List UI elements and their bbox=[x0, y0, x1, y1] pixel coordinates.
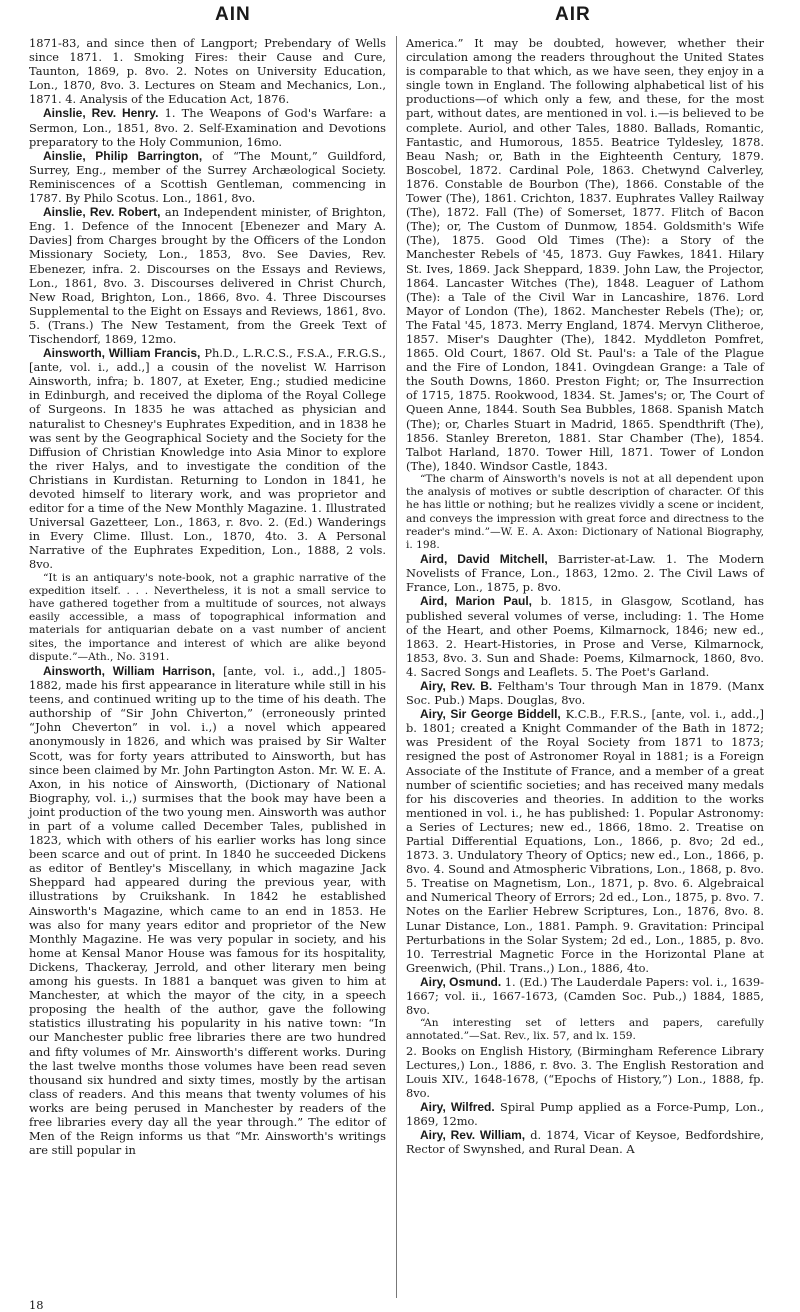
right-column bbox=[406, 36, 764, 1156]
entry-text: [ante, vol. i., add.,] 1805-1882, made his first appearance in literature while still in his teens, and continued writing up to the time of his death. The authorship of “Sir John Chiverton,” (erroneously printed “John Cheverton” in vol. i.,) a novel which appeared anonymously in 1826, and which was praised by Sir Walter Scott, was for forty years attributed to Ainsworth, but has since been claimed by Mr. John Partington Aston. Mr. W. E. A. Axon, in his notice of Ainsworth, (Dictionary of National Biography, vol. i.,) surmises that the book may have been a joint production of the two young men. Ainsworth was author in part of a volume called December Tales, published in 1823, which with others of his earlier works has long since been scarce and out of print. In 1840 he succeeded Dickens as editor of Bentley's Miscellany, in which magazine Jack Sheppard had appeared during the previous year, with illustrations by Cruikshank. In 1842 he established Ainsworth's Magazine, which came to an end in 1853. He was also for many years editor and proprietor of the New Monthly Magazine. He was very popular in society, and his home at Kensal Manor House was famous for its hospitality, Dickens, Thackeray, Jerrold, and other literary men being among his guests. In 1881 a banquet was given to him at Manchester, at which the mayor of the city, in a speech proposing the health of the author, gave the following statistics illustrating his popularity in his native town: “In our Manchester public free libraries there are two hundred and fifty volumes of Mr. Ainsworth's different works. During the last twelve months those volumes have been read seven thousand six hundred and sixty times, mostly by the artisan class of readers. And this means that twenty volumes of his works are being perused in Manchester by readers of the free libraries every day all the year through.” The editor of Men of the Reign informs us that “Mr. Ainsworth's writings are still popular in bbox=[29, 663, 387, 1158]
entry bbox=[406, 679, 764, 707]
page-number: 18 bbox=[29, 1298, 44, 1312]
entry-heading: Ainslie, Rev. Henry. bbox=[43, 106, 159, 121]
entry-text: of “The Mount,” Guildford, Surrey, Eng., member of the Surrey Archæological Society. Reminiscences of a Scottish Gentleman, commencing in 1787. By Philo Scotus. Lon., 1861, 8vo. bbox=[29, 148, 386, 206]
entry-text: America.” It may be doubted, however, whether their circulation among the readers throughout the United States is comparable to that which, as we have seen, they enjoy in a single town in England. The following alphabetical list of his productions—of which only a few, and these, for the most part, without dates, are mentioned in vol. i.—is believed to be complete. Auriol, and other Tales, 1880. Ballads, Romantic, Fantastic, and Humorous, 1855. Beatrice Tyldesley, 1878. Beau Nash; or, Bath in the Eighteenth Century, 1879. Boscobel, 1872. Cardinal Pole, 1863. Chetwynd Calverley, 1876. Constable de Bourbon (The), 1866. Constable of the Tower (The), 1861. Crichton, 1837. Euphrates Valley Railway (The), 1872. Fall (The) of Somerset, 1877. Flitch of Bacon (The); or, The Custom of Dunmow, 1854. Goldsmith's Wife (The), 1875. Good Old Times (The): a Story of the Manchester Rebels of '45, 1873. Guy Fawkes, 1841. Hilary St. Ives, 1869. Jack Sheppard, 1839. John Law, the Projector, 1864. Lancaster Witches (The), 1848. Leaguer of Lathom (The): a Tale of the Civil War in Lancashire, 1876. Lord Mayor of London (The), 1862. Manchester Rebels (The); or, The Fatal '45, 1873. Merry England, 1874. Mervyn Clitheroe, 1857. Miser's Daughter (The), 1842. Myddleton Pomfret, 1865. Old Court, 1867. Old St. Paul's: a Tale of the Plague and the Fire of London, 1841. Ovingdean Grange: a Tale of the South Downs, 1860. Preston Fight; or, The Insurrection of 1715, 1875. Rookwood, 1834. St. James's; or, The Court of Queen Anne, 1844. South Sea Bubbles, 1868. Spanish Match (The); or, Charles Stuart in Madrid, 1865. Spendthrift (The), 1856. Stanley Brereton, 1881. Star Chamber (The), 1854. Talbot Harland, 1870. Tower Hill, 1871. Tower of London (The), 1840. Windsor Castle, 1843. bbox=[406, 36, 764, 473]
entry bbox=[406, 1128, 764, 1156]
entry-text: Barrister-at-Law. 1. The Modern Novelists of France, Lon., 1863, 12mo. 2. The Civil Laws of France, Lon., 1875, p. 8vo. bbox=[406, 552, 765, 595]
entry bbox=[406, 552, 764, 594]
entry-text: 1871-83, and since then of Langport; Prebendary of Wells since 1871. 1. Smoking Fires: their Cause and Cure, Taunton, 1869, p. 8vo. 2. Notes on University Education, Lon., 1870, 8vo. 3. Lectures on Steam and Mechanics, Lon., 1871. 4. Analysis of the Education Act, 1876. bbox=[29, 36, 386, 107]
entry-heading: Aird, Marion Paul, bbox=[420, 594, 532, 609]
entry bbox=[29, 664, 386, 1157]
entry-text: 1. (Ed.) The Lauderdale Papers: vol. i., 1639-1667; vol. ii., 1667-1673, (Camden Soc. Pub.,) 1884, 1885, 8vo. bbox=[406, 974, 765, 1018]
column-divider bbox=[396, 36, 397, 1298]
entry bbox=[406, 36, 764, 473]
quotation: “The charm of Ainsworth's novels is not at all dependent upon the analysis of motives or subtle description of character. Of this he has little or nothing; but he realizes vividly a scene or incident, and conveys the impression with great force and directness to the reader's mind.”—W. E. A. Axon: Dictionary of National Biography, i. 198. bbox=[406, 472, 764, 551]
entry bbox=[29, 36, 386, 106]
entry-heading: Ainsworth, William Harrison, bbox=[43, 663, 216, 678]
entry-heading: Airy, Osmund. bbox=[420, 974, 502, 989]
entry-text: b. 1815, in Glasgow, Scotland, has published several volumes of verse, including: 1. The Home of the Heart, and other Poems, Kilmarnock, 1846; new ed., 1863. 2. Heart-Histories, in Prose and Verse, Kilmarnock, 1853, 8vo. 3. Sun and Shade: Poems, Kilmarnock, 1860, 8vo. 4. Sacred Songs and Leaflets. 5. The Poet's Garland. bbox=[406, 594, 764, 679]
entry-text: an Independent minister, of Brighton, Eng. 1. Defence of the Innocent [Ebenezer and Mary A. Davies] from Charges brought by the Officers of the London Missionary Society, Lon., 1853, 8vo. See Davies, Rev. Ebenezer, infra. 2. Discourses on the Essays and Reviews, Lon., 1861, 8vo. 3. Discourses delivered in Christ Church, New Road, Brighton, Lon., 1866, 8vo. 4. Three Discourses Supplemental to the Eight on Essays and Reviews, 1861, 8vo. 5. (Trans.) The New Testament, from the Greek Text of Tischendorf, 1869, 12mo. bbox=[29, 205, 386, 346]
entry bbox=[29, 106, 386, 148]
quotation: “It is an antiquary's note-book, not a graphic narrative of the expedition itself. . . . Nevertheless, it is not a small service to have gathered together from a multitude of sources, not always easily accessible, a mass of topographical information and materials for antiquarian debate on a vast number of ancient sites, the importance and interest of which are alike beyond dispute.”—Ath., No. 3191. bbox=[29, 571, 386, 663]
entry-text: d. 1874, Vicar of Keysoe, Bedfordshire, Rector of Swynshed, and Rural Dean. A bbox=[406, 1128, 764, 1157]
left-column bbox=[29, 36, 386, 1157]
entry-text: Spiral Pump applied as a Force-Pump, Lon., 1869, 12mo. bbox=[406, 1100, 764, 1129]
entry bbox=[406, 975, 764, 1017]
entry bbox=[29, 346, 386, 572]
entry-text: Ph.D., L.R.C.S., F.S.A., F.R.G.S., [ante, vol. i., add.,] a cousin of the novelist W. Harrison Ainsworth, infra; b. 1807, at Exeter, Eng.; studied medicine in Edinburgh, and received the diploma of the Royal College of Surgeons. In 1835 he was attached as physician and naturalist to Chesney's Euphrates Expedition, and in 1838 he was sent by the Geographical Society and the Society for the Diffusion of Christian Knowledge into Asia Minor to explore the river Halys, and to investigate the condition of the Christians in Kurdistan. Returning to London in 1841, he devoted himself to literary work, and was proprietor and editor for a time of the New Monthly Magazine. 1. Illustrated Universal Gazetteer, Lon., 1863, r. 8vo. 2. (Ed.) Wanderings in Every Clime. Illust. Lon., 1870, 4to. 3. A Personal Narrative of the Euphrates Expedition, Lon., 1888, 2 vols. 8vo. bbox=[29, 346, 386, 572]
entry bbox=[406, 1100, 764, 1128]
entry-heading: Airy, Sir George Biddell, bbox=[420, 707, 561, 722]
entry-heading: Ainslie, Rev. Robert, bbox=[43, 205, 161, 220]
entry-heading: Airy, Wilfred. bbox=[420, 1100, 495, 1114]
entry-heading: Ainsworth, William Francis, bbox=[43, 346, 201, 361]
entry-text: 1. The Weapons of God's Warfare: a Sermon, Lon., 1851, 8vo. 2. Self-Examination and Devotions preparatory to the Holy Communion, 16mo. bbox=[29, 106, 386, 149]
entry-heading: Airy, Rev. William, bbox=[420, 1128, 526, 1143]
entry-heading: Ainslie, Philip Barrington, bbox=[43, 148, 203, 163]
entry-heading: Aird, David Mitchell, bbox=[420, 552, 548, 567]
entry bbox=[29, 205, 386, 346]
entry bbox=[406, 1044, 764, 1100]
quotation: “An interesting set of letters and papers, carefully annotated.”—Sat. Rev., lix. 57, and lx. 159. bbox=[406, 1017, 764, 1043]
entry-heading: Airy, Rev. B. bbox=[420, 678, 493, 693]
entry-text: K.C.B., F.R.S., [ante, vol. i., add.,] b. 1801; created a Knight Commander of the Bath in 1872; was President of the Royal Society from 1871 to 1873; resigned the post of Astronomer Royal in 1881; is a Foreign Associate of the Institute of France, and a member of a great number of scientific societies; and has received many medals for his discoveries and theories. In addition to the works mentioned in vol. i., he has published: 1. Popular Astronomy: a Series of Lectures; new ed., 1866, 18mo. 2. Treatise on Partial Differential Equations, Lon., 1866, p. 8vo; 2d ed., 1873. 3. Undulatory Theory of Optics; new ed., Lon., 1866, p. 8vo. 4. Sound and Atmospheric Vibrations, Lon., 1868, p. 8vo. 5. Treatise on Magnetism, Lon., 1871, p. 8vo. 6. Algebraical and Numerical Theory of Errors; 2d ed., Lon., 1875, p. 8vo. 7. Notes on the Earlier Hebrew Scriptures, Lon., 1876, 8vo. 8. Lunar Distance, Lon., 1881. Pamph. 9. Gravitation: Principal Perturbations in the Solar System; 2d ed., Lon., 1885, p. 8vo. 10. Terrestrial Magnetic Force in the Horizontal Plane at Greenwich, (Phil. Trans.,) Lon., 1886, 4to. bbox=[406, 707, 764, 975]
running-head-left: AIN bbox=[215, 4, 251, 25]
page-header bbox=[0, 0, 800, 40]
entry bbox=[406, 707, 764, 975]
entry bbox=[29, 149, 386, 205]
entry-text: Feltham's Tour through Man in 1879. (Manx Soc. Pub.) Maps. Douglas, 8vo. bbox=[406, 678, 764, 708]
running-head-right: AIR bbox=[555, 4, 591, 25]
entry-text: 2. Books on English History, (Birmingham Reference Library Lectures,) Lon., 1886, r. 8vo. 3. The English Restoration and Louis XIV., 1648-1678, (“Epochs of History,”) Lon., 1888, fp. 8vo. bbox=[406, 1043, 764, 1100]
entry bbox=[406, 594, 764, 679]
